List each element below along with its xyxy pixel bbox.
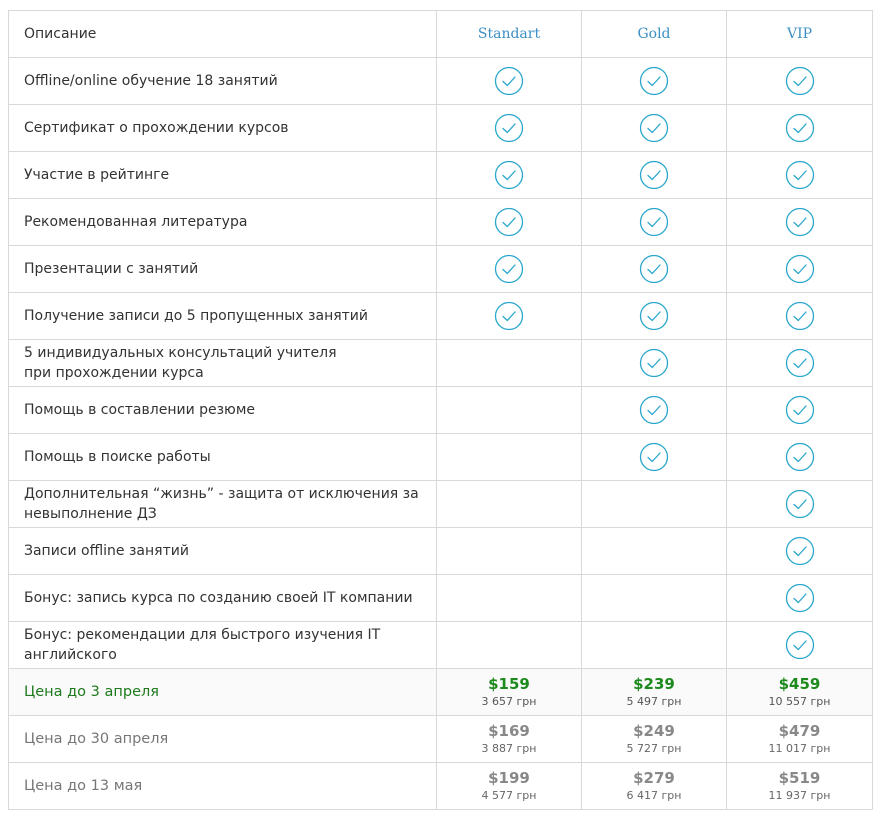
price-usd: $519: [778, 769, 821, 787]
price-cell-standart: [437, 716, 582, 763]
header-row: [9, 11, 873, 58]
price-usd: $459: [778, 675, 821, 693]
feature-cell-standart: [437, 434, 582, 481]
price-cell-standart: [437, 669, 582, 716]
check-circle-icon: [639, 66, 669, 96]
check-circle-icon: [785, 442, 815, 472]
feature-cell-standart: [437, 246, 582, 293]
feature-cell-standart: [437, 199, 582, 246]
feature-row: [9, 246, 873, 293]
feature-cell-standart: [437, 152, 582, 199]
feature-cell-gold: [582, 528, 727, 575]
feature-cell-vip: [727, 246, 873, 293]
feature-label: Презентации с занятий: [9, 246, 437, 293]
feature-label: Offline/online обучение 18 занятий: [9, 58, 437, 105]
feature-cell-gold: [582, 199, 727, 246]
price-label: Цена до 3 апреля: [9, 669, 437, 716]
feature-cell-gold: [582, 575, 727, 622]
feature-label: Помощь в поиске работы: [9, 434, 437, 481]
feature-label: Сертификат о прохождении курсов: [9, 105, 437, 152]
check-circle-icon: [639, 442, 669, 472]
feature-cell-vip: [727, 199, 873, 246]
feature-row: [9, 105, 873, 152]
check-circle-icon: [639, 207, 669, 237]
price-label: Цена до 30 апреля: [9, 716, 437, 763]
feature-cell-vip: [727, 105, 873, 152]
check-circle-icon: [494, 113, 524, 143]
check-circle-icon: [494, 301, 524, 331]
feature-cell-gold: [582, 58, 727, 105]
plan-header-standart: Standart: [437, 11, 582, 58]
check-circle-icon: [494, 160, 524, 190]
price-uah: 10 557 грн: [768, 695, 831, 708]
feature-cell-gold: [582, 434, 727, 481]
feature-row: [9, 387, 873, 434]
feature-cell-vip: [727, 434, 873, 481]
feature-cell-gold: [582, 387, 727, 434]
price-row: [9, 716, 873, 763]
check-circle-icon: [639, 113, 669, 143]
check-circle-icon: [639, 395, 669, 425]
feature-row: [9, 152, 873, 199]
feature-cell-vip: [727, 387, 873, 434]
feature-cell-gold: [582, 246, 727, 293]
feature-row: [9, 434, 873, 481]
price-usd: $199: [488, 769, 530, 787]
check-circle-icon: [785, 254, 815, 284]
features-body: [9, 58, 873, 669]
price-cell-gold: [582, 763, 727, 810]
feature-row: [9, 199, 873, 246]
feature-cell-standart: [437, 481, 582, 528]
price-uah: 3 657 грн: [481, 695, 537, 708]
feature-cell-standart: [437, 387, 582, 434]
prices-body: [9, 669, 873, 810]
feature-cell-standart: [437, 622, 582, 669]
feature-row: [9, 575, 873, 622]
check-circle-icon: [785, 489, 815, 519]
check-circle-icon: [785, 348, 815, 378]
check-circle-icon: [785, 66, 815, 96]
price-cell-vip: [727, 716, 873, 763]
feature-cell-standart: [437, 528, 582, 575]
feature-row: [9, 528, 873, 575]
check-circle-icon: [494, 66, 524, 96]
price-cell-vip: [727, 763, 873, 810]
feature-row: [9, 293, 873, 340]
feature-cell-vip: [727, 293, 873, 340]
price-uah: 4 577 грн: [481, 789, 537, 802]
price-usd: $479: [778, 722, 821, 740]
feature-cell-gold: [582, 152, 727, 199]
feature-cell-gold: [582, 293, 727, 340]
check-circle-icon: [785, 536, 815, 566]
feature-cell-gold: [582, 622, 727, 669]
price-cell-vip: [727, 669, 873, 716]
check-circle-icon: [639, 301, 669, 331]
feature-cell-standart: [437, 58, 582, 105]
check-circle-icon: [639, 160, 669, 190]
feature-cell-gold: [582, 340, 727, 387]
check-circle-icon: [785, 630, 815, 660]
feature-cell-vip: [727, 622, 873, 669]
price-uah: 3 887 грн: [481, 742, 537, 755]
price-usd: $239: [633, 675, 675, 693]
feature-row: [9, 622, 873, 669]
pricing-table-container: [8, 10, 873, 810]
feature-label: Дополнительная “жизнь” - защита от исключения за невыполнение ДЗ: [9, 481, 437, 528]
feature-row: [9, 340, 873, 387]
feature-cell-vip: [727, 340, 873, 387]
feature-cell-standart: [437, 293, 582, 340]
feature-row: [9, 481, 873, 528]
check-circle-icon: [785, 113, 815, 143]
price-uah: 6 417 грн: [626, 789, 682, 802]
check-circle-icon: [785, 395, 815, 425]
price-label: Цена до 13 мая: [9, 763, 437, 810]
feature-cell-standart: [437, 105, 582, 152]
feature-cell-standart: [437, 340, 582, 387]
check-circle-icon: [785, 207, 815, 237]
feature-label: Рекомендованная литература: [9, 199, 437, 246]
feature-label: Бонус: запись курса по созданию своей IT компании: [9, 575, 437, 622]
feature-cell-vip: [727, 481, 873, 528]
feature-cell-gold: [582, 105, 727, 152]
check-circle-icon: [785, 160, 815, 190]
feature-label: Участие в рейтинге: [9, 152, 437, 199]
price-uah: 5 727 грн: [626, 742, 682, 755]
price-cell-gold: [582, 669, 727, 716]
price-usd: $279: [633, 769, 675, 787]
feature-row: [9, 58, 873, 105]
feature-label: Помощь в составлении резюме: [9, 387, 437, 434]
feature-label: Записи offline занятий: [9, 528, 437, 575]
price-cell-standart: [437, 763, 582, 810]
price-uah: 11 017 грн: [768, 742, 831, 755]
check-circle-icon: [639, 348, 669, 378]
feature-label: Получение записи до 5 пропущенных занятий: [9, 293, 437, 340]
price-usd: $249: [633, 722, 675, 740]
check-circle-icon: [785, 583, 815, 613]
price-row: [9, 669, 873, 716]
feature-cell-gold: [582, 481, 727, 528]
description-header: Описание: [9, 11, 437, 58]
feature-cell-vip: [727, 152, 873, 199]
feature-label: Бонус: рекомендации для быстрого изучения IT английского: [9, 622, 437, 669]
plan-header-gold: Gold: [582, 11, 727, 58]
check-circle-icon: [785, 301, 815, 331]
feature-label: 5 индивидуальных консультаций учителя при прохождении курса: [9, 340, 437, 387]
price-uah: 5 497 грн: [626, 695, 682, 708]
price-uah: 11 937 грн: [768, 789, 831, 802]
check-circle-icon: [639, 254, 669, 284]
price-row: [9, 763, 873, 810]
check-circle-icon: [494, 207, 524, 237]
feature-cell-vip: [727, 575, 873, 622]
check-circle-icon: [494, 254, 524, 284]
plan-header-vip: VIP: [727, 11, 873, 58]
price-usd: $159: [488, 675, 530, 693]
feature-cell-vip: [727, 58, 873, 105]
price-cell-gold: [582, 716, 727, 763]
pricing-comparison-table: [8, 10, 873, 810]
feature-cell-standart: [437, 575, 582, 622]
feature-cell-vip: [727, 528, 873, 575]
price-usd: $169: [488, 722, 530, 740]
